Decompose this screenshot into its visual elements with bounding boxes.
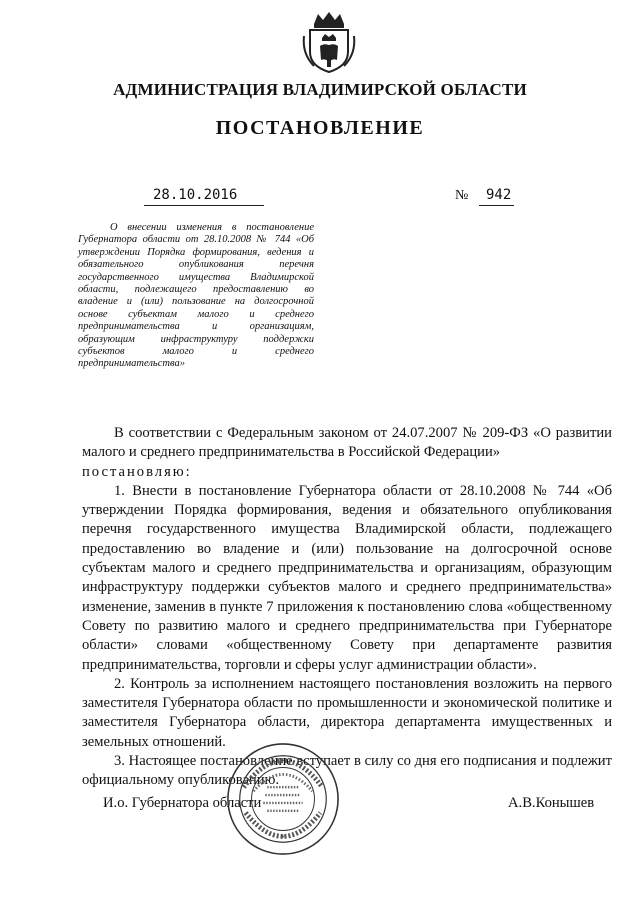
document-body [82,424,612,791]
official-stamp-icon [224,740,342,858]
number-label: № [455,188,469,203]
signatory-name: А.В.Конышев [508,795,595,811]
document-number: 942 [486,187,512,203]
subject-text: О внесении изменения в постановление Губернатора области от 28.10.2008 № 744 «Об утверждении Порядка формирования, ведения и обязательного опубликования перечня государственного имущества Владимирской области, подлежащего предоставлению во владение и (или) пользование на долгосрочной основе субъектам малого и среднего предпринимательства и организациям, образующим инфраструктуру поддержки субъектов малого и среднего предпринимательства» [78,222,314,370]
subject-block [78,222,314,371]
preamble: В соответствии с Федеральным законом от 24.07.2007 № 209-ФЗ «О развитии малого и среднего предпринимательства в Российской Федерации» [82,425,612,461]
document-date: 28.10.2016 [153,187,238,203]
item-1: 1. Внести в постановление Губернатора области от 28.10.2008 № 744 «Об утверждении Порядка формирования, ведения и обязательного опубликования перечня государственного имущества Владимирской области, подлежащего предоставлению во владение и (или) пользование на долгосрочной основе субъектам малого и среднего предпринимательства и организациям, образующим инфраструктуру поддержки субъектов малого и среднего предпринимательства» изменение, заменив в пункте 7 приложения к постановлению слова «общественному Совету по развитию малого и среднего предпринимательства при Губернаторе области» словами «общественному Совету при департаменте развития предпринимательства, торговли и сферы услуг администрации области». [82,482,612,673]
signatory-position: И.о. Губернатора области [103,795,262,811]
date-underline [144,205,264,206]
document-type: ПОСТАНОВЛЕНИЕ [215,117,425,139]
item-3: 3. Настоящее постановление вступает в силу со дня его подписания и подлежит официальному опубликованию. [82,753,612,789]
organization-title: АДМИНИСТРАЦИЯ ВЛАДИМИРСКОЙ ОБЛАСТИ [113,80,527,99]
coat-of-arms-icon [300,10,358,74]
svg-text:*: * [281,833,285,843]
item-2: 2. Контроль за исполнением настоящего постановления возложить на первого заместителя Губернатора области по промышленности и экономической политике и заместителя Губернатора области, директора департамента имущественных и земельных отношений. [82,675,612,750]
decree-word: постановляю: [82,463,192,480]
number-underline [479,205,514,206]
